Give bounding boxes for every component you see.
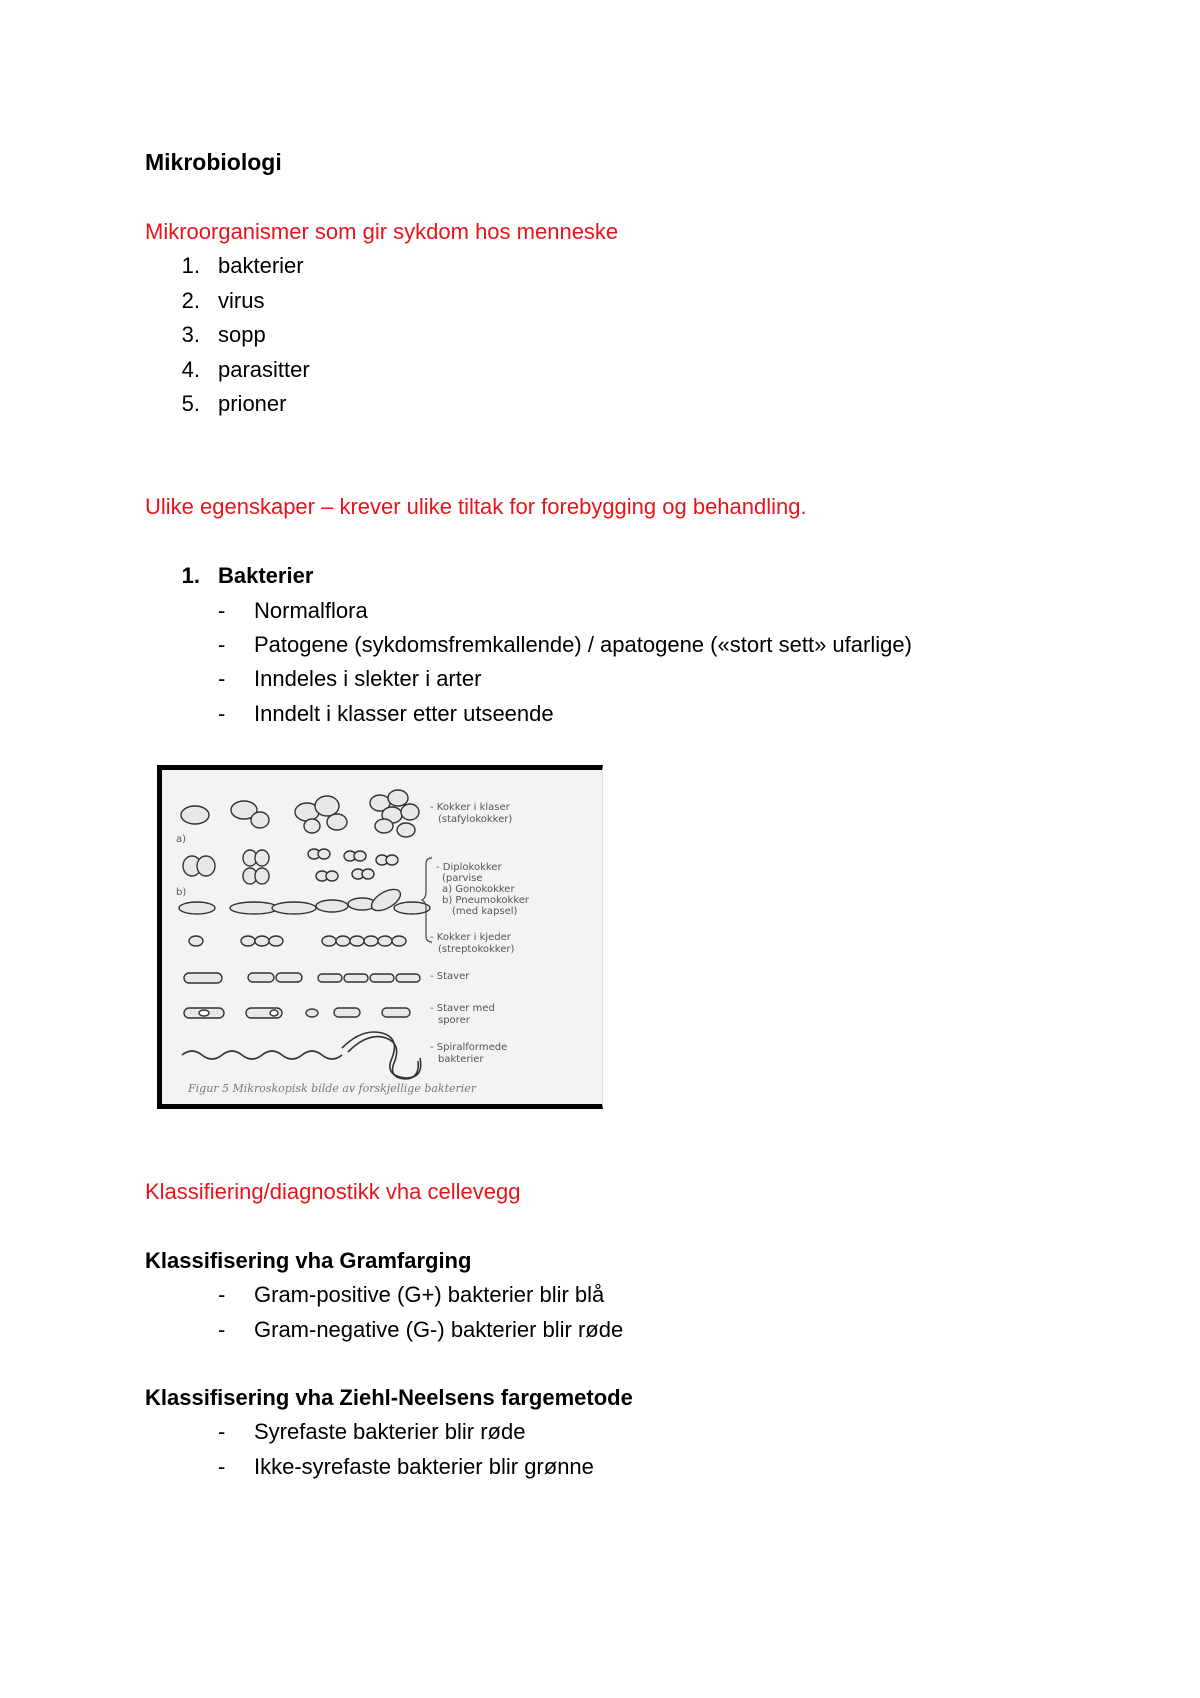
list-item: Inndeles i slekter i arter <box>254 666 482 691</box>
bullet-dash: - <box>218 666 226 691</box>
list-item: Gram-negative (G-) bakterier blir røde <box>254 1317 624 1342</box>
list-item: Patogene (sykdomsfremkallende) / apatogene («stort sett» ufarlige) <box>254 632 912 657</box>
figure-label-b: b) <box>176 887 187 898</box>
subheading-number: 1. <box>181 563 200 588</box>
figure-label: bakterier <box>438 1054 484 1065</box>
subheading-ziehl: Klassifisering vha Ziehl-Neelsens fargemetode <box>145 1385 633 1410</box>
figure-label: (stafylokokker) <box>438 814 513 825</box>
bullet-dash: - <box>218 1282 226 1307</box>
subheading-gram: Klassifisering vha Gramfarging <box>145 1248 472 1273</box>
bacteria-illustration <box>162 770 602 1104</box>
figure-label: (parvise <box>442 873 483 884</box>
figure-label: (streptokokker) <box>438 944 515 955</box>
figure-label: - Staver <box>430 971 470 982</box>
figure-label: - Diplokokker <box>436 862 502 873</box>
bullet-dash: - <box>218 1317 226 1342</box>
bullet-dash: - <box>218 1454 226 1479</box>
list-item: parasitter <box>218 357 310 382</box>
list-number: 1. <box>181 253 200 278</box>
list-item: Gram-positive (G+) bakterier blir blå <box>254 1282 605 1307</box>
list-number: 3. <box>181 322 200 347</box>
bullet-dash: - <box>218 1419 226 1444</box>
bullet-dash: - <box>218 598 226 623</box>
list-item: prioner <box>218 391 287 416</box>
figure-label: - Spiralformede <box>430 1042 508 1053</box>
list-item: Ikke-syrefaste bakterier blir grønne <box>254 1454 594 1479</box>
figure-label: sporer <box>438 1015 470 1026</box>
section-heading-cell-wall: Klassifiering/diagnostikk vha cellevegg <box>145 1179 521 1204</box>
section-heading-properties: Ulike egenskaper – krever ulike tiltak for forebygging og behandling. <box>145 494 807 519</box>
figure-label: - Kokker i klaser <box>430 802 510 813</box>
list-number: 4. <box>181 357 200 382</box>
subheading-bacteria: Bakterier <box>218 563 314 588</box>
figure-label: (med kapsel) <box>452 906 518 917</box>
figure-label: - Kokker i kjeder <box>430 932 511 943</box>
list-number: 2. <box>181 288 200 313</box>
list-item: Syrefaste bakterier blir røde <box>254 1419 526 1444</box>
list-item: bakterier <box>218 253 304 278</box>
bacteria-figure <box>157 765 603 1109</box>
figure-label: a) Gonokokker <box>442 884 515 895</box>
figure-label-a: a) <box>176 834 187 845</box>
bullet-dash: - <box>218 632 226 657</box>
list-item: Inndelt i klasser etter utseende <box>254 701 554 726</box>
figure-caption: Figur 5 Mikroskopisk bilde av forskjellige bakterier <box>188 1082 477 1095</box>
list-item: Normalflora <box>254 598 368 623</box>
figure-label: - Staver med <box>430 1003 495 1014</box>
figure-label: b) Pneumokokker <box>442 895 530 906</box>
page-title: Mikrobiologi <box>145 149 282 175</box>
list-item: virus <box>218 288 265 313</box>
list-number: 5. <box>181 391 200 416</box>
section-heading-microorganisms: Mikroorganismer som gir sykdom hos menneske <box>145 219 619 244</box>
list-item: sopp <box>218 322 266 347</box>
bullet-dash: - <box>218 701 226 726</box>
